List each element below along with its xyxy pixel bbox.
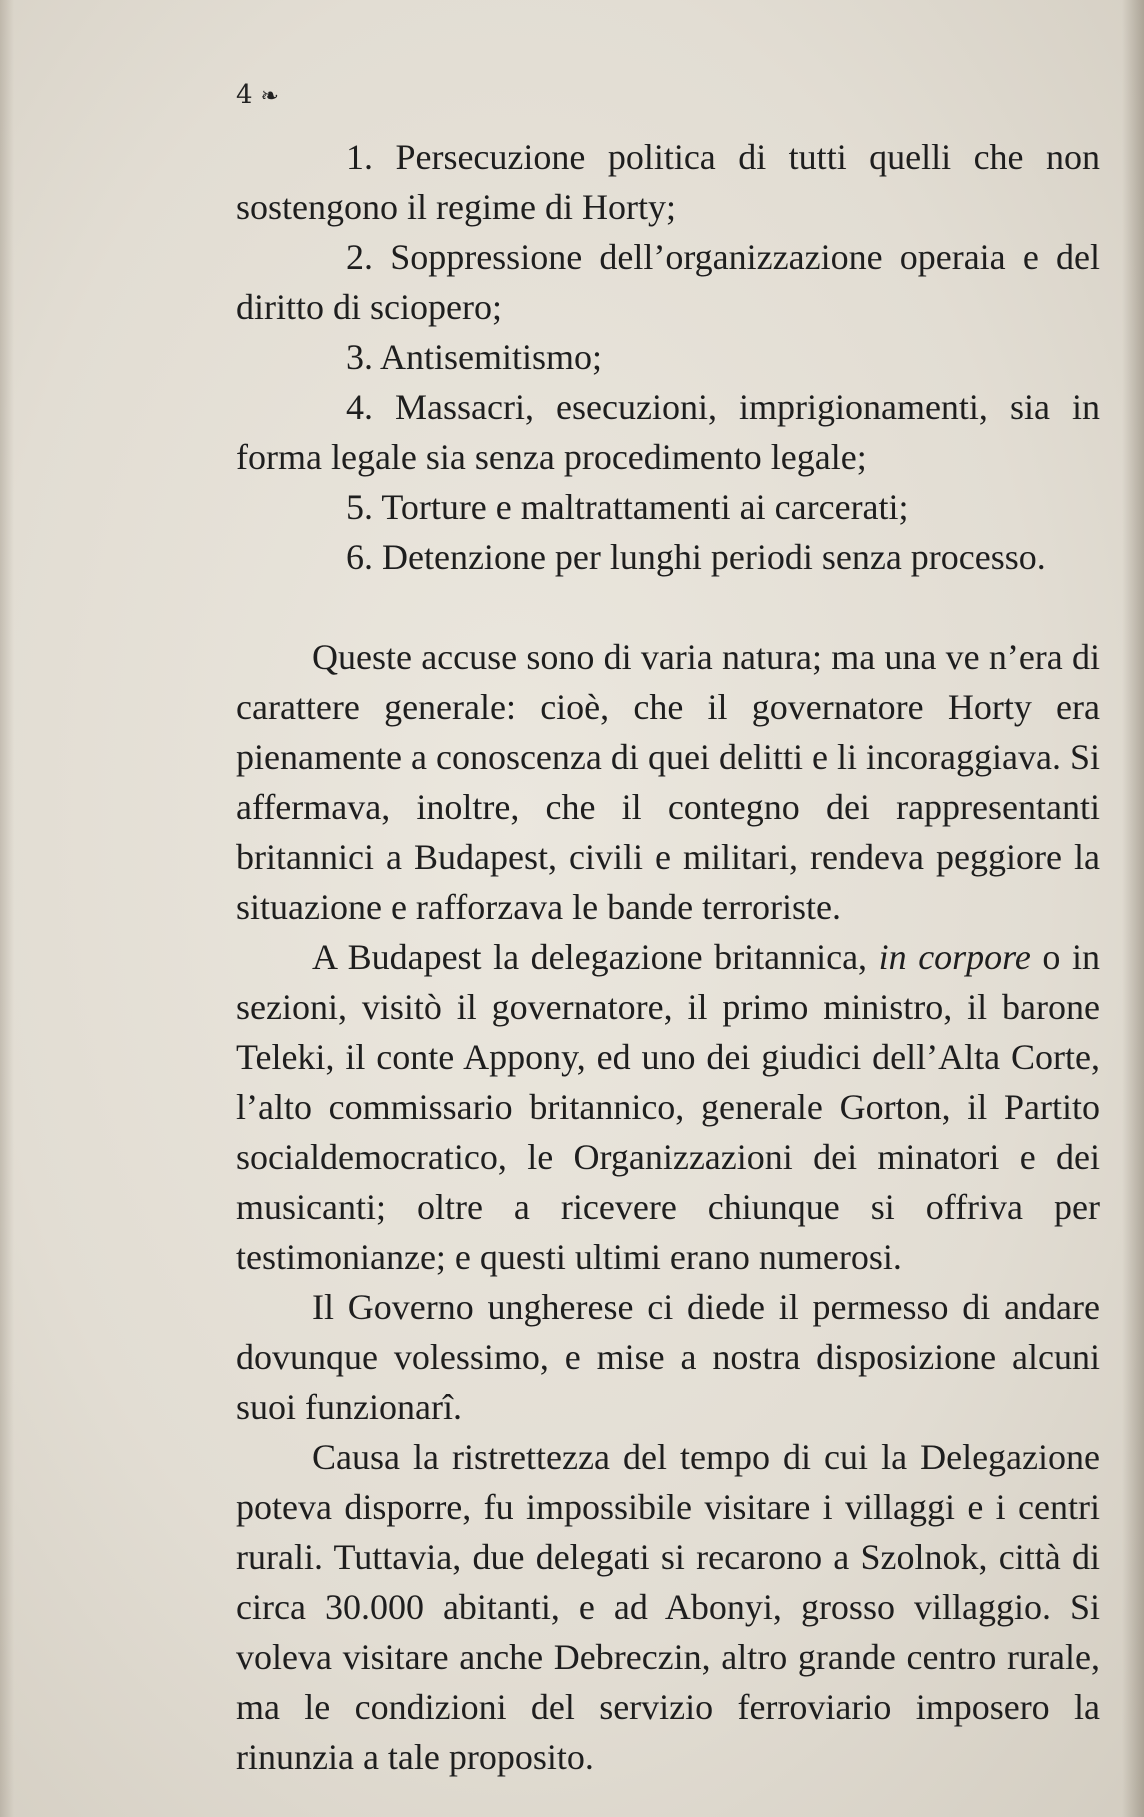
italic-in-corpore: in corpore (878, 937, 1031, 977)
page-shadow-right (1122, 0, 1144, 1817)
page-shadow-left (0, 0, 14, 1817)
paragraph-delegazione-rest: o in sezioni, visitò il governatore, il primo ministro, il barone Teleki, il conte Appony, ed uno dei giudici dell’Alta Corte, l’alto commissario britannico, generale Gorton, il Partito socialdemocratico, le Organizzazioni dei minatori e dei musicanti; oltre a ricevere chiunque si offriva per testimonianze; e questi ultimi erano numerosi. (236, 937, 1100, 1277)
ornament-icon: ❧ (260, 84, 279, 109)
page-header (236, 80, 279, 110)
paragraph-governo: Il Governo ungherese ci diede il permesso di andare dovunque volessimo, e mise a nostra disposizione alcuni suoi funzionarî. (236, 1287, 1100, 1427)
list-item: 2. Soppressione dell’organizzazione operaia e del diritto di sciopero; (236, 237, 1100, 327)
paragraph-causa: Causa la ristrettezza del tempo di cui la Delegazione poteva disporre, fu impossibile visitare i villaggi e i centri rurali. Tuttavia, due delegati si recarono a Szolnok, città di circa 30.000 abitanti, e ad Abonyi, grosso villaggio. Si voleva visitare anche Debreczin, altro grande centro rurale, ma le condizioni del servizio ferroviario imposero la rinunzia a tale proposito. (236, 1437, 1100, 1777)
list-item: 4. Massacri, esecuzioni, imprigionamenti, sia in forma legale sia senza procedimento legale; (236, 387, 1100, 477)
list-item: 1. Persecuzione politica di tutti quelli che non sostengono il regime di Horty; (236, 137, 1100, 227)
list-item: 5. Torture e maltrattamenti ai carcerati; (346, 487, 909, 527)
list-item: 3. Antisemitismo; (346, 337, 603, 377)
paragraph-delegazione (236, 932, 1100, 1282)
paragraph-accuse: Queste accuse sono di varia natura; ma una ve n’era di carattere generale: cioè, che il governatore Horty era pienamente a conoscenza di quei delitti e li incoraggiava. Si affermava, inoltre, che il contegno dei rappresentanti britannici a Budapest, civili e militari, rendeva peggiore la situazione e rafforzava le bande terroriste. (236, 637, 1100, 927)
paragraph-delegazione-start: A Budapest la delegazione britannica, (312, 937, 879, 977)
body-text (236, 132, 1100, 1782)
page-number: 4 (236, 80, 253, 110)
list-item: 6. Detenzione per lunghi periodi senza processo. (346, 537, 1046, 577)
